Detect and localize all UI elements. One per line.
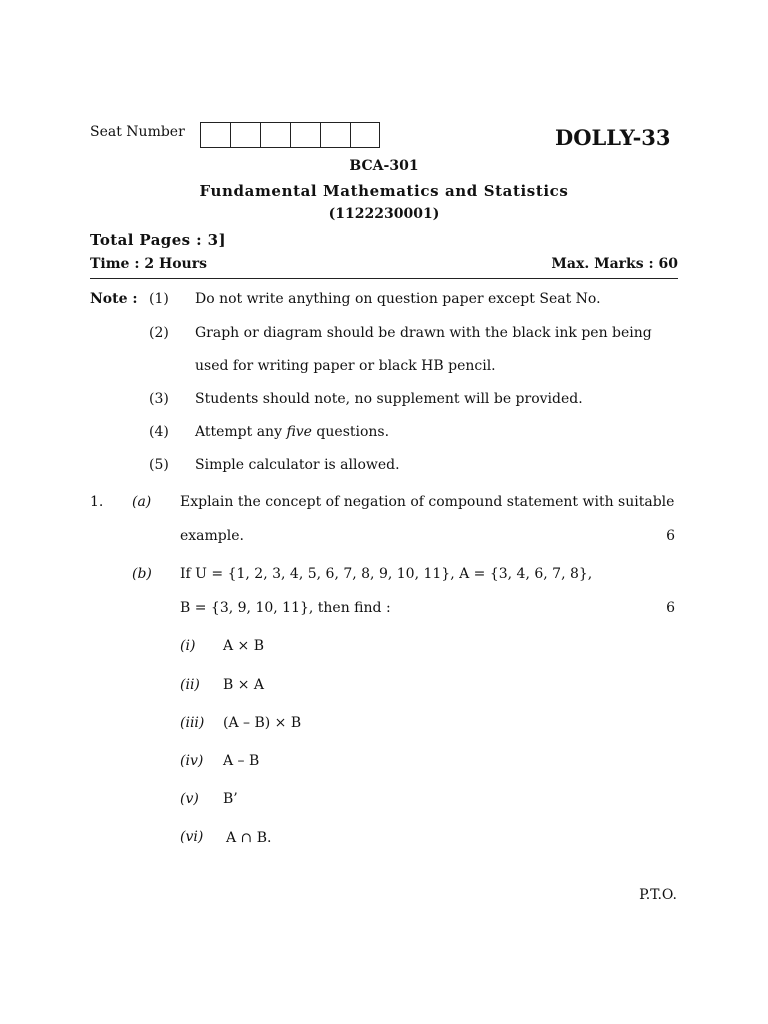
note-text: Students should note, no supplement will be provided.	[195, 391, 583, 407]
part-number: (vi)	[180, 829, 204, 845]
seat-box[interactable]	[260, 122, 290, 148]
subject-code: (1122230001)	[328, 206, 440, 222]
note-number: (5)	[149, 457, 169, 473]
question-number: 1.	[90, 494, 104, 510]
seat-number-label: Seat Number	[90, 124, 185, 140]
question-text: example.	[180, 528, 244, 544]
seat-box[interactable]	[320, 122, 350, 148]
note-text: Graph or diagram should be drawn with the black ink pen being	[195, 325, 652, 341]
seat-box[interactable]	[230, 122, 260, 148]
part-number: (v)	[180, 791, 199, 807]
paper-code: DOLLY-33	[555, 125, 671, 150]
question-text: B = {3, 9, 10, 11}, then find :	[180, 600, 391, 616]
note-text: Simple calculator is allowed.	[195, 457, 400, 473]
seat-box[interactable]	[350, 122, 380, 148]
note-text	[195, 424, 389, 440]
question-marks: 6	[666, 528, 675, 544]
part-number: (i)	[180, 638, 196, 654]
seat-number-boxes[interactable]	[200, 122, 380, 148]
part-number: (iii)	[180, 715, 205, 731]
part-expression: A × B	[223, 638, 265, 654]
total-pages: Total Pages : 3]	[90, 231, 227, 249]
part-expression: A ∩ B.	[226, 830, 272, 846]
subquestion-label: (b)	[132, 566, 152, 582]
note-text-after: questions.	[311, 424, 390, 440]
part-number: (ii)	[180, 677, 200, 693]
note-text-before: Attempt any	[195, 424, 287, 440]
please-turn-over: P.T.O.	[639, 887, 677, 903]
header-divider	[90, 278, 678, 279]
seat-box[interactable]	[290, 122, 320, 148]
note-text: used for writing paper or black HB pencil.	[195, 358, 496, 374]
seat-box[interactable]	[200, 122, 230, 148]
note-number: (3)	[149, 391, 169, 407]
part-expression: A – B	[223, 753, 260, 769]
subquestion-label: (a)	[132, 494, 152, 510]
note-text: Do not write anything on question paper except Seat No.	[195, 291, 601, 307]
note-label: Note :	[90, 291, 138, 307]
part-expression: B × A	[223, 677, 265, 693]
time-allowed: Time : 2 Hours	[90, 256, 207, 272]
part-expression: B’	[223, 791, 238, 807]
note-emphasis: five	[286, 424, 312, 440]
note-number: (4)	[149, 424, 169, 440]
note-number: (1)	[149, 291, 169, 307]
question-text: If U = {1, 2, 3, 4, 5, 6, 7, 8, 9, 10, 11}, A = {3, 4, 6, 7, 8},	[180, 566, 593, 582]
course-code: BCA-301	[349, 158, 419, 174]
question-text: Explain the concept of negation of compound statement with suitable	[180, 494, 675, 510]
part-expression: (A – B) × B	[223, 715, 302, 731]
question-marks: 6	[666, 600, 675, 616]
note-number: (2)	[149, 325, 169, 341]
subject-title: Fundamental Mathematics and Statistics	[199, 182, 569, 200]
part-number: (iv)	[180, 753, 204, 769]
max-marks: Max. Marks : 60	[551, 256, 678, 272]
